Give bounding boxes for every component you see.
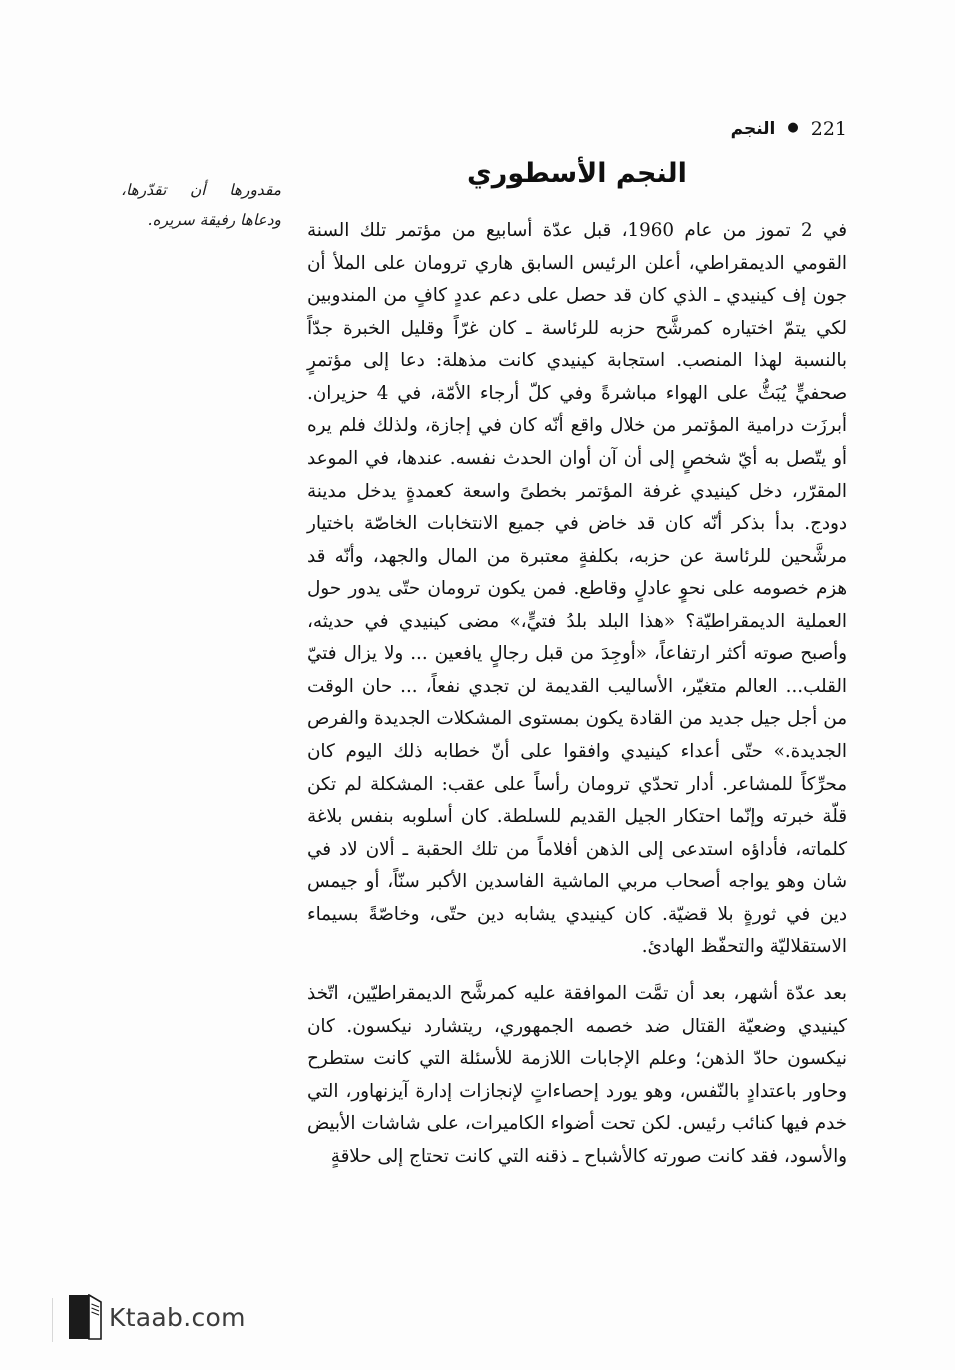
margin-note-column xyxy=(121,158,281,1173)
watermark-brand: Ktaab.com xyxy=(109,1302,246,1332)
page-number: 221 xyxy=(810,118,847,140)
header-separator-dot: ● xyxy=(787,119,799,135)
main-text-column xyxy=(307,158,847,1173)
article-title: النجم الأسطوري xyxy=(467,158,687,189)
body-paragraph-2: بعد عدّة أشهر، بعد أن تمَّت الموافقة عليه كمرشَّح الديمقراطيّين، اتّخذ كينيدي وضعيّة القتال ضد خصمه الجمهوري، ريتشارد نيكسون. كان نيكسون حادّ الذهن؛ وعلم الإجابات اللازمة للأسئلة التي كانت ستطرح وحاور باعتدادٍ بالنّفس، وهو يورد إحصاءاتٍ لإنجازات إدارة آيزنهاور، التي خدم فيها كنائب رئيس. لكن تحت أضواء الكاميرات، على شاشات الأبيض والأسود، فقد كانت صورته كالأشباح ـ ذقنه التي كانت تحتاج إلى حلاقةٍ xyxy=(307,982,847,1167)
page-content xyxy=(100,158,847,1173)
site-watermark xyxy=(68,1294,246,1340)
margin-note-text: مقدورها أن تقدّرها، ودعاها رفيقة سريره. xyxy=(121,181,281,229)
book-title: النجم xyxy=(730,119,776,139)
page-edge-line xyxy=(52,1298,53,1342)
body-paragraph-1: في 2 تموز من عام 1960، قبل عدّة أسابيع من مؤتمر تلك السنة القومي الديمقراطي، أعلن الرئيس السابق هاري ترومان على الملأ أن جون إف كينيدي ـ الذي كان قد حصل على دعم عددٍ كافٍ من المندوبين لكي يتمّ اختياره كمرشَّح حزبه للرئاسة ـ كان غرّاً وقليل الخبرة جدّاً بالنسبة لهذا المنصب. استجابة كينيدي كانت مذهلة: دعا إلى مؤتمرٍ صحفيٍّ يُبَثُّ على الهواء مباشرةً وفي كلّ أرجاء الأمّة، في 4 حزيران. أبرزَت درامية المؤتمر من خلال واقع أنّه كان في إجازة، ولذلك فلم يره أو يتّصل به أيّ شخصٍ إلى أن آن أوان الحدث نفسه. عندها، في الموعد المقرّر، دخل كينيدي غرفة المؤتمر بخطىً واسعة كعمدةٍ يدخل مدينة دودج. بدأ بذكر أنّه كان قد خاض في جميع الانتخابات الخاصّة باختيار مرشَّحين للرئاسة عن حزبه، بكلفةٍ معتبرة من المال والجهد، وأنّه قد هزم خصومه على نحوٍ عادلٍ وقاطع. فمن يكون ترومان حتّى يدور حول العملية الديمقراطيّة؟ «هذا البلد بلدُ فتيٍّ،» مضى كينيدي في حديثه، وأصبح صوته أكثر ارتفاعاً، «أوجِدَ من قبل رجالٍ يافعين ... ولا يزال فتيّ القلب... العالم متغيّر، الأساليب القديمة لن تجدي نفعاً، ... حان الوقت من أجل جيل جديد من القادة يكون بمستوى المشكلات الجديدة والفرص الجديدة.» حتّى أعداء كينيدي وافقوا على أنّ خطابه ذلك اليوم كان محرِّكاً للمشاعر. أدار تحدّي ترومان رأساً على عقب: المشكلة لم تكن قلّة خبرته وإنّما احتكار الجيل القديم للسلطة. كان أسلوبه بنفس بلاغة كلماته، فأداؤه استدعى إلى الذهن أفلاماً من تلك الحقبة ـ ألان لاد في شان وهو يواجه أصحاب مربي الماشية الفاسدين الأكبر سنّاً، أو جيمس دين في ثورةٍ بلا قضيّة. كان كينيدي يشابه دين حتّى، وخاصّةً بسيماء الاستقلاليّة والتحفّظ الهادئ. xyxy=(307,220,847,958)
running-header xyxy=(108,118,847,140)
book-logo-icon xyxy=(68,1294,102,1340)
